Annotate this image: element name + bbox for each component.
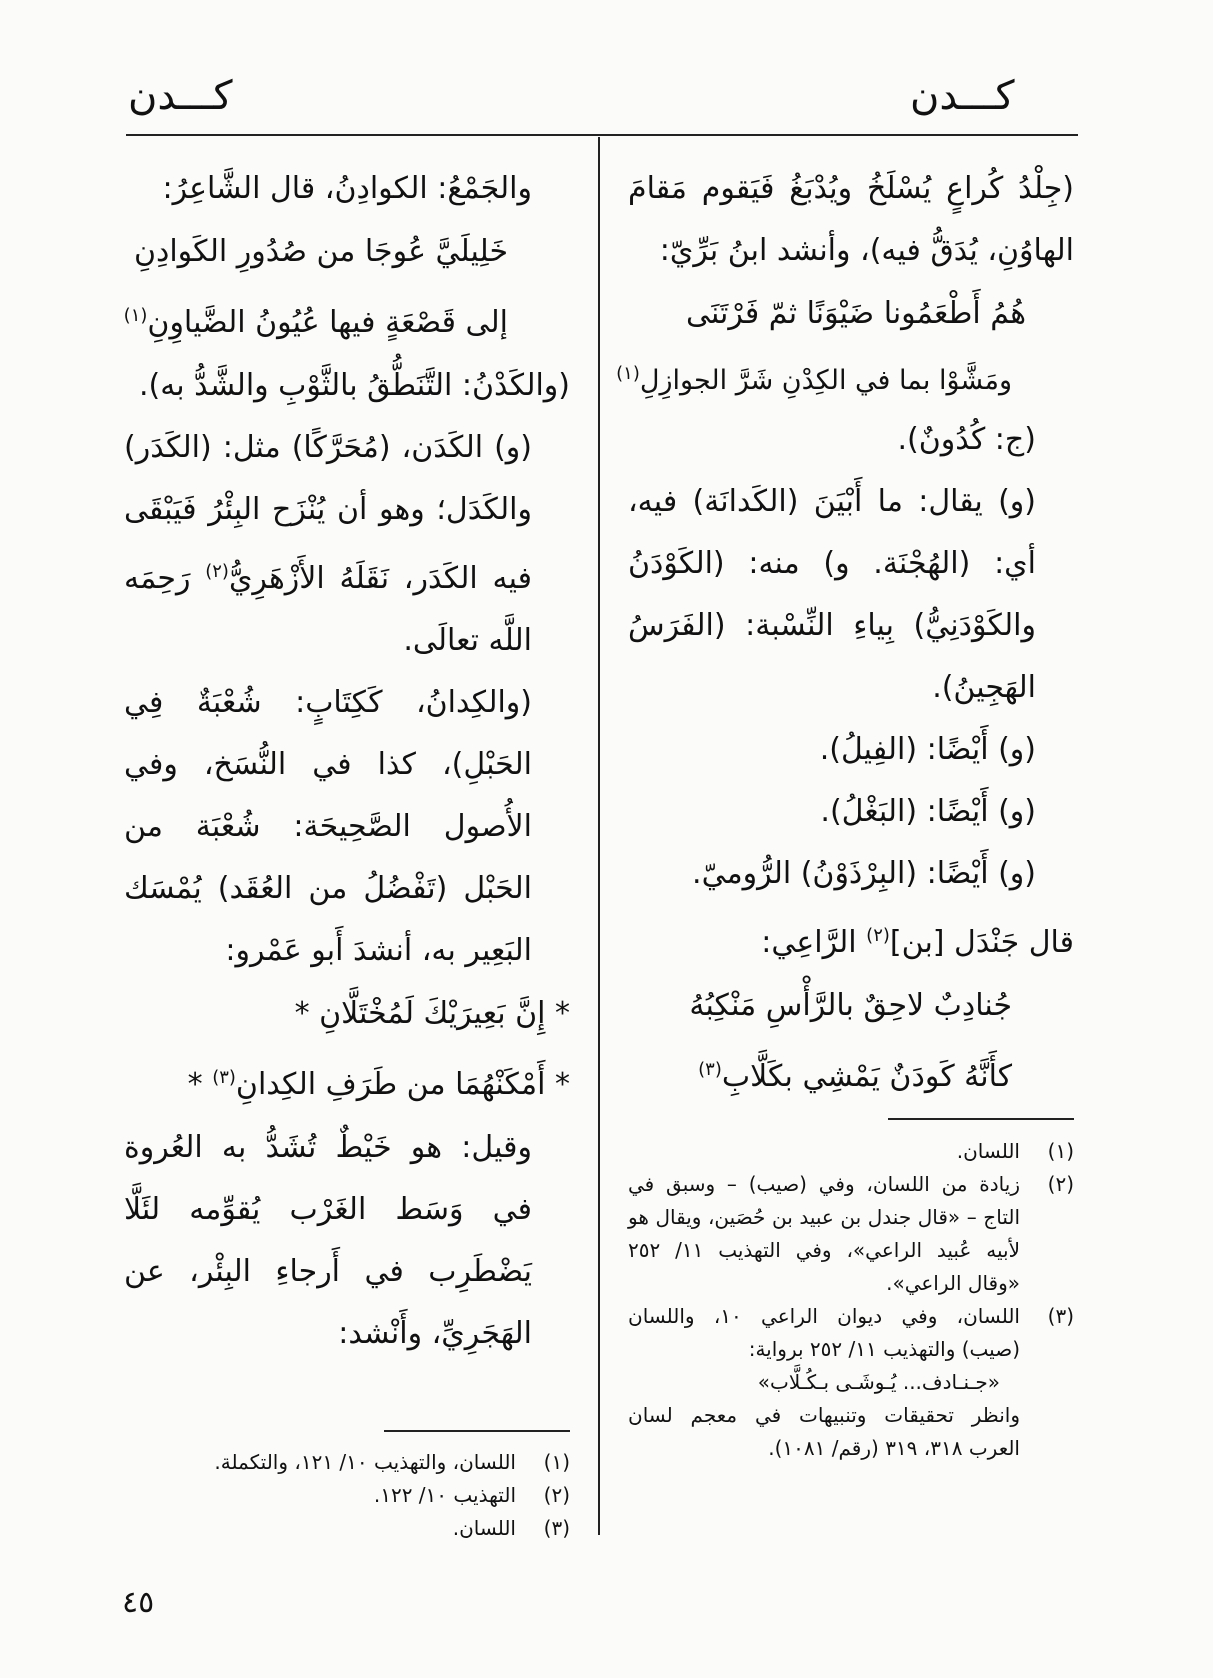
right-column (616, 158, 1074, 1109)
verse-line: إلى قَصْعَةٍ فيها عُيُونُ الضَّياوِنِ$^{(١)}$ (123, 305, 508, 340)
paragraph: قال جَنْدَل [بن]$^{(٢)}$ الرَّاعِي: (761, 925, 1074, 960)
footnote: (١) اللسان. (956, 1139, 1074, 1163)
header-rule (126, 134, 1078, 136)
footnote-marker: (٢) (866, 925, 890, 946)
paragraph: (والكَدْنُ: التَّنَطُّقُ بالثَّوْبِ والشَّدُّ به). (138, 368, 570, 403)
footnotes-right (628, 1135, 1074, 1465)
verse-line: * أَمْكَنْهُمَا من طَرَفِ الكِدانِ$^{(٣)}$ * (187, 1067, 570, 1102)
footnote: (٣) اللسان، وفي ديوان الراعي ١٠، واللسان (صيب) والتهذيب ١١/ ٢٥٢ برواية: (628, 1304, 1074, 1361)
verse-line: هُمُ أَطْعَمُونا ضَيْوَنًا ثمّ فَرْتَنَى (685, 296, 1027, 331)
footnote-marker: (٣) (698, 1059, 722, 1080)
verse-line: * إِنَّ بَعِيرَيْكَ لَمُخْتَلَّانِ * (294, 996, 570, 1031)
paragraph: (و) أَيْضًا: (الفِيلُ). (819, 732, 1036, 767)
footnote-marker: (١) (123, 305, 148, 326)
paragraph: وقيل: هو خَيْطٌ تُشَدُّ به العُروة في وَسَط الغَرْب يُقوِّمه لئَلَّا يَضْطَرِب في أَرجاءِ البِئْر، عن الهَجَرِيِّ، وأَنْشد: (124, 1130, 532, 1351)
footnote: (٣) اللسان. (452, 1516, 570, 1540)
footnote-marker: (٣) (212, 1067, 236, 1088)
header-root-word-left: كـــدن (128, 73, 233, 119)
footnote-rule-right (888, 1118, 1074, 1120)
verse-line: كأَنَّهُ كَودَنٌ يَمْشِي بكَلَّابِ$^{(٣)}$ (698, 1059, 1012, 1094)
paragraph: (جِلْدُ كُراعٍ يُسْلَخُ ويُدْبَغُ فَيَقوم مَقامَ الهاوُنِ، يُدَقُّ فيه)، وأنشد ابنُ بَرِّيّ: (628, 171, 1074, 268)
paragraph: (و) أَيْضًا: (البِرْذَوْنُ) الرُّوميّ. (692, 856, 1036, 891)
paragraph: (و) يقال: ما أَبْيَنَ (الكَدانَة) فيه، أي: (الهُجْنَة. و) منه: (الكَوْدَنُ والكَوْدَنِيُّ) بِياءِ النِّسْبة: (الفَرَسُ الهَجِينُ). (628, 484, 1036, 705)
paragraph: (ج: كُدُونٌ). (897, 422, 1036, 457)
paragraph: (والكِدانُ، كَكِتَابٍ: شُعْبَةٌ فِي الحَبْلِ)، كذا في النُّسَخ، وفي الأُصول الصَّحِيحَة: شُعْبَة من الحَبْل (تَفْضُلُ من العُقَد) يُمْسَك البَعِير به، أنشدَ أَبو عَمْرو: (124, 685, 532, 968)
footnote: «جـنـادف... يُـوشَـى بـكُـلَّاب» (757, 1370, 1000, 1394)
footnote: (٢) زيادة من اللسان، وفي (صيب) – وسبق في التاج – «قال جندل بن عبيد بن حُصَين، ويقال هو لأبيه عُبيد الراعي»، وفي التهذيب ١١/ ٢٥٢ «وقال الراعي». (628, 1172, 1074, 1295)
verse-line: ومَشَّوْا بما في الكِدْنِ شَرَّ الجوازِلِ$^{(١)}$ (616, 363, 1012, 396)
footnote: (١) اللسان، والتهذيب ١٠/ ١٢١، والتكملة. (214, 1450, 570, 1474)
left-column (124, 158, 570, 1365)
verse-line: جُنادِبٌ لاحِقٌ بالرَّأْسِ مَنْكِبُهُ (689, 988, 1012, 1023)
page-number: ٤٥ (122, 1585, 155, 1620)
footnote: (٢) التهذيب ١٠/ ١٢٢. (373, 1483, 570, 1507)
footnote-marker: (٢) (205, 561, 229, 582)
footnotes-left (124, 1446, 570, 1545)
footnote-marker: (١) (616, 363, 640, 384)
header-root-word-right: كـــدن (910, 73, 1015, 119)
verse-line: خَلِيلَيَّ عُوجَا من صُدُورِ الكَوادِنِ (133, 234, 508, 269)
paragraph: (و) الكَدَن، (مُحَرَّكًا) مثل: (الكَدَر) والكَدَل؛ وهو أن يُنْزَح البِئْرُ فَيَبْقَى فيه الكَدَر، نَقَلَهُ الأَزْهَرِيُّ$^{(٢)}$ رَحِمَه اللَّه تعالَى. (124, 430, 532, 658)
paragraph: والجَمْعُ: الكوادِنُ، قال الشَّاعِرُ: (162, 171, 532, 206)
column-divider (598, 137, 600, 1535)
footnote-rule-left (384, 1430, 570, 1432)
footnote: وانظر تحقيقات وتنبيهات في معجم لسان العرب ٣١٨، ٣١٩ (رقم/ ١٠٨١). (628, 1403, 1020, 1460)
paragraph: (و) أَيْضًا: (البَغْلُ). (820, 794, 1036, 829)
